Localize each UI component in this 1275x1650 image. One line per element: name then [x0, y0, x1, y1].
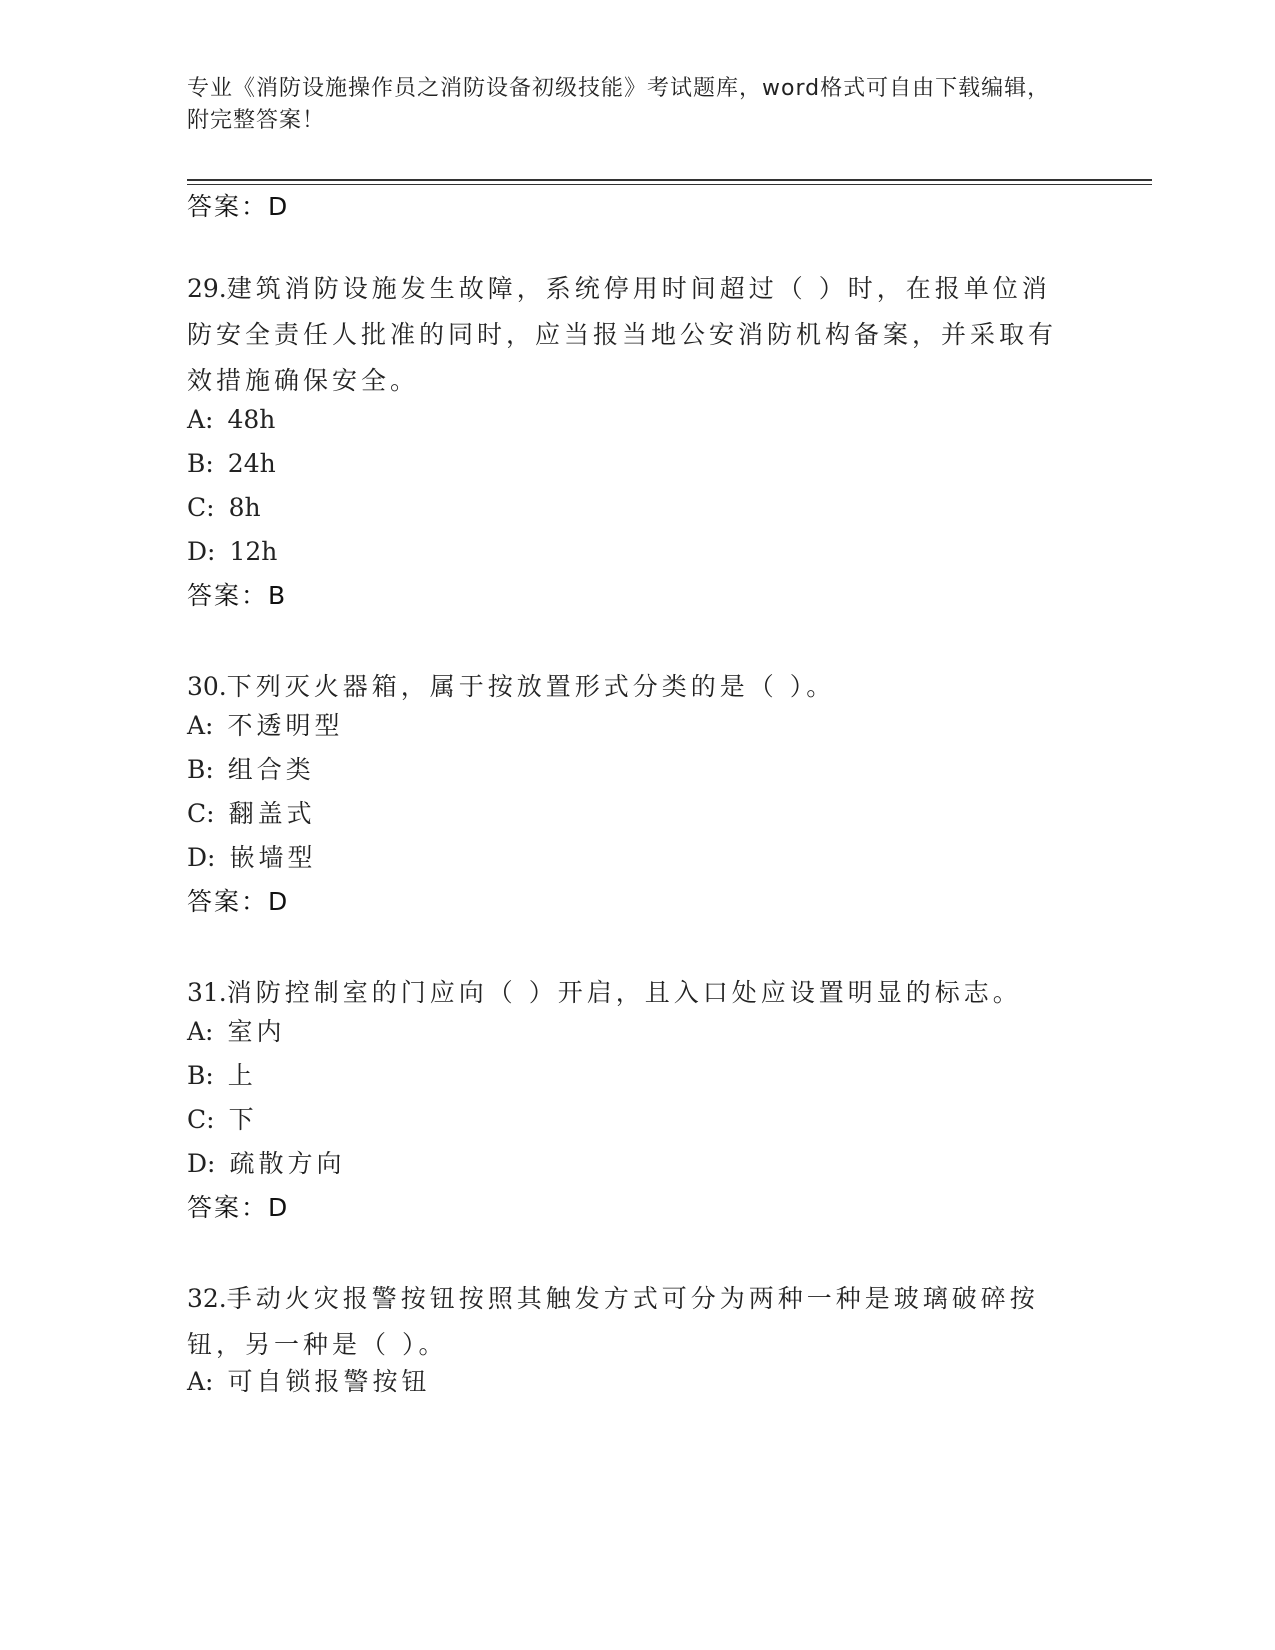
answer-line: 答案：D — [187, 192, 290, 221]
question-body: 手动火灾报警按钮按照其触发方式可分为两种一种是玻璃破碎按钮，另一种是（ ）。 — [187, 1284, 1039, 1359]
option-letter: D: — [187, 537, 216, 566]
header-note: 专业《消防设施操作员之消防设备初级技能》考试题库，word格式可自由下载编辑，附完整答案！ — [187, 76, 1051, 133]
option-letter: B: — [187, 449, 214, 478]
option-item — [187, 1104, 258, 1136]
option-value: 组合类 — [227, 755, 315, 784]
question-number: 30. — [187, 672, 227, 701]
header-divider-thin — [187, 184, 1152, 185]
option-item — [187, 1148, 345, 1180]
option-item — [187, 1366, 431, 1398]
option-value: 8h — [228, 493, 261, 522]
option-value: 下 — [228, 1105, 258, 1134]
question-body: 下列灭火器箱，属于按放置形式分类的是（ ）。 — [226, 672, 836, 701]
option-value: 翻盖式 — [228, 799, 316, 828]
question-body: 消防控制室的门应向（ ）开启，且入口处应设置明显的标志。 — [226, 978, 1022, 1007]
option-value: 12h — [229, 537, 278, 566]
answer-line: 答案：D — [187, 1193, 290, 1222]
question-text — [187, 664, 1067, 710]
option-value: 疏散方向 — [229, 1149, 346, 1178]
answer-line: 答案：D — [187, 887, 290, 916]
option-value: 上 — [227, 1061, 257, 1090]
option-letter: C: — [187, 1105, 215, 1134]
option-value: 48h — [227, 405, 276, 434]
answer-line: 答案：B — [187, 581, 288, 610]
question-text — [187, 970, 1067, 1016]
option-value: 24h — [227, 449, 276, 478]
question-body: 建筑消防设施发生故障，系统停用时间超过（ ）时，在报单位消防安全责任人批准的同时，应当报当地公安消防机构备案，并采取有效措施确保安全。 — [187, 274, 1058, 395]
option-item — [187, 1060, 257, 1092]
question-number: 29. — [187, 274, 227, 303]
option-letter: D: — [187, 1149, 216, 1178]
option-item — [187, 754, 315, 786]
option-letter: B: — [187, 755, 214, 784]
option-value: 可自锁报警按钮 — [227, 1367, 431, 1396]
option-letter: D: — [187, 843, 216, 872]
option-value: 嵌墙型 — [229, 843, 317, 872]
option-item — [187, 710, 344, 742]
option-item — [187, 842, 316, 874]
option-item — [187, 404, 275, 436]
option-letter: A: — [187, 1367, 214, 1396]
option-letter: C: — [187, 799, 215, 828]
question-number: 31. — [187, 978, 227, 1007]
question-text — [187, 266, 1067, 404]
option-letter: B: — [187, 1061, 214, 1090]
option-item — [187, 448, 276, 480]
option-item — [187, 536, 277, 568]
question-number: 32. — [187, 1284, 227, 1313]
option-value: 室内 — [227, 1017, 286, 1046]
question-text — [187, 1276, 1067, 1368]
option-letter: C: — [187, 493, 215, 522]
header-divider-thick — [187, 179, 1152, 181]
option-item — [187, 798, 316, 830]
option-letter: A: — [187, 405, 214, 434]
option-item — [187, 492, 261, 524]
option-letter: A: — [187, 1017, 214, 1046]
option-value: 不透明型 — [227, 711, 344, 740]
option-item — [187, 1016, 286, 1048]
option-letter: A: — [187, 711, 214, 740]
